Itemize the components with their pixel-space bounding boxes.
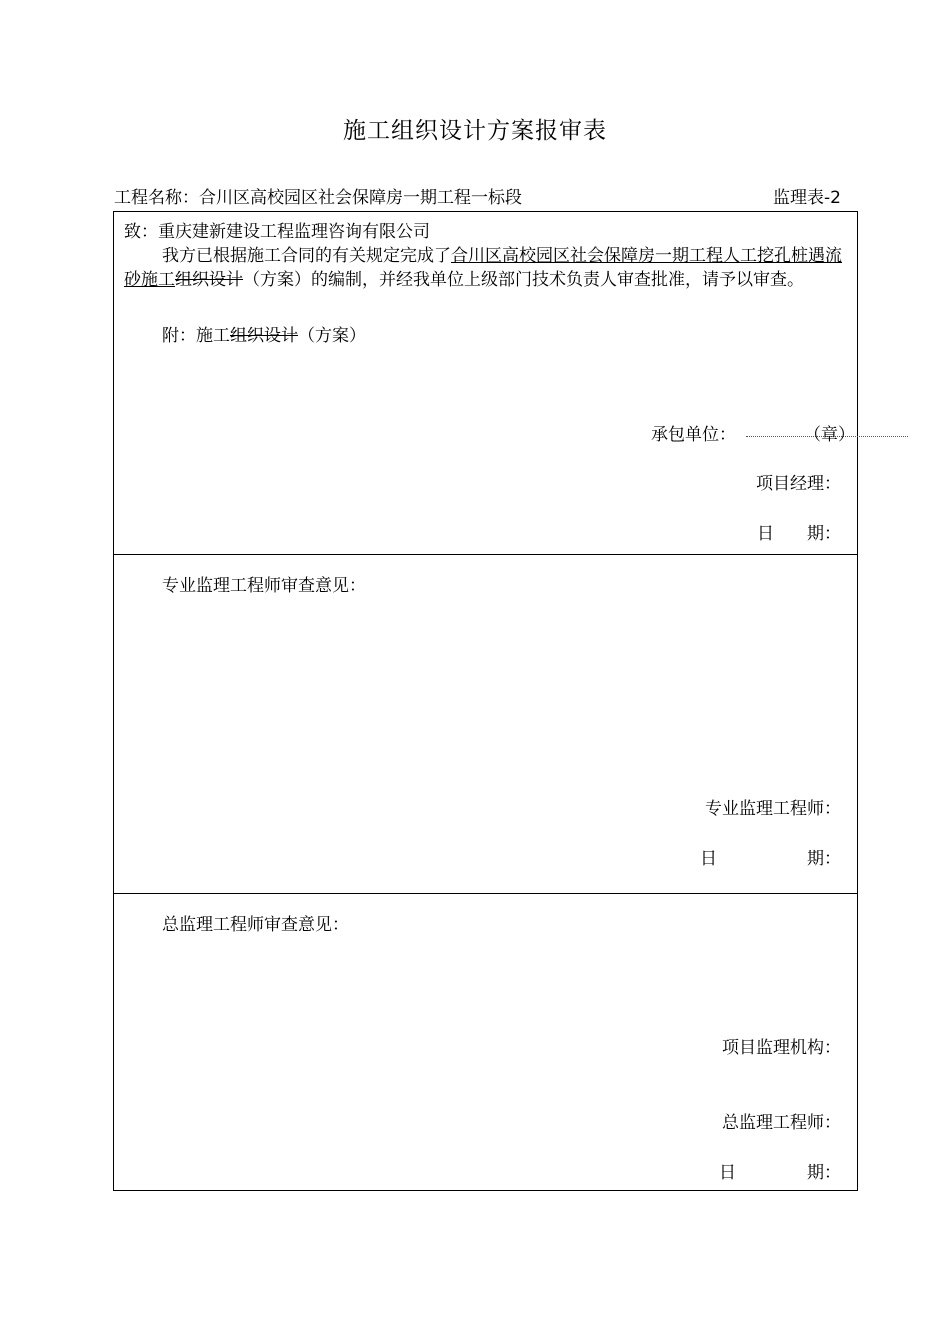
supervision-org-label: 项目监理机构：: [722, 1038, 841, 1058]
para-project-name: 合川区高校园区社会保障房一期工程: [451, 246, 723, 266]
review-form-table: [113, 211, 858, 1191]
attach-label: 附：施工: [162, 326, 230, 346]
project-name: 合川区高校园区社会保障房一期工程一标段: [199, 188, 522, 208]
para-text-2: 施工: [141, 270, 175, 290]
project-name-row: [114, 183, 522, 208]
para-item-name: 人工挖孔桩遇流砂: [124, 246, 842, 290]
page-title: 施工组织设计方案报审表: [343, 118, 607, 144]
date-ri-3: 日: [719, 1163, 736, 1183]
attach-rest: （方案）: [298, 326, 366, 346]
specialist-sign-label: 专业监理工程师：: [705, 799, 841, 819]
para-text-1: 我方已根据施工合同的有关规定完成了: [162, 246, 451, 266]
date-qi-3: 期：: [807, 1163, 841, 1183]
submission-paragraph: [124, 244, 854, 292]
project-label: 工程名称：: [114, 188, 199, 208]
chief-sign-label: 总监理工程师：: [722, 1113, 841, 1133]
contractor-label: 承包单位：: [651, 425, 736, 445]
chief-review-heading: 总监理工程师审查意见：: [162, 915, 349, 935]
para-strike-text: 组织设计: [175, 270, 243, 290]
attachment-line: [162, 321, 366, 346]
form-number: 监理表-2: [773, 188, 841, 208]
divider-1: [114, 554, 857, 555]
seal-mark: （章）: [804, 425, 855, 445]
attach-strike-text: 组织设计: [230, 326, 298, 346]
date-ri-1: 日: [757, 524, 774, 544]
date-qi-1: 期：: [807, 524, 841, 544]
addressee: 致：重庆建新建设工程监理咨询有限公司: [124, 222, 430, 242]
contractor-row: [651, 420, 736, 445]
date-ri-2: 日: [700, 849, 717, 869]
specialist-review-heading: 专业监理工程师审查意见：: [162, 576, 366, 596]
project-manager-label: 项目经理：: [756, 474, 841, 494]
divider-2: [114, 893, 857, 894]
para-text-3: （方案）的编制，并经我单位上级部门技术负责人审查批准，请予以审查。: [243, 270, 804, 290]
date-qi-2: 期：: [807, 849, 841, 869]
